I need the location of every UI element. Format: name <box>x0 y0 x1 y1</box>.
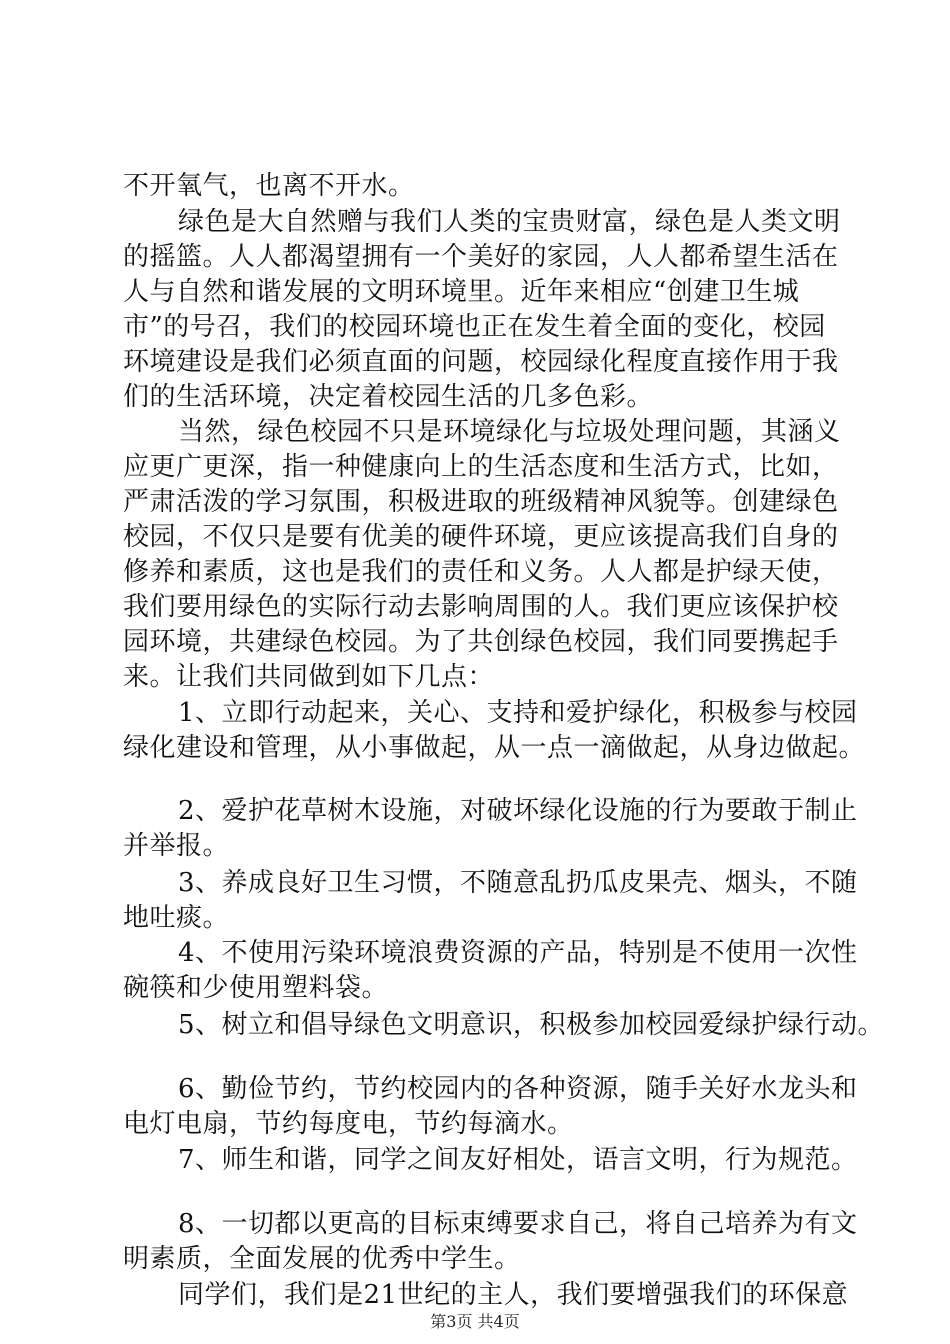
text-line: 碗筷和少使用塑料袋。 <box>123 973 389 1003</box>
text-line: 人与自然和谐发展的文明环境里。近年来相应“创建卫生城 <box>123 277 800 307</box>
text-line: 来。让我们共同做到如下几点： <box>123 662 495 692</box>
text-line: 园环境，共建绿色校园。为了共创绿色校园，我们同要携起手 <box>123 627 839 657</box>
text-line: 应更广更深，指一种健康向上的生活态度和生活方式，比如， <box>123 452 839 482</box>
text-line: 严肃活泼的学习氛围，积极进取的班级精神风貌等。创建绿色 <box>123 487 839 517</box>
text-line: 7、师生和谐，同学之间友好相处，语言文明，行为规范。 <box>178 1145 858 1175</box>
text-line: 校园，不仅只是要有优美的硬件环境，更应该提高我们自身的 <box>123 522 839 552</box>
text-line: 并举报。 <box>123 831 230 861</box>
text-line: 5、树立和倡导绿色文明意识，积极参加校园爱绿护绿行动。 <box>178 1010 885 1040</box>
text-line: 不开氧气，也离不开水。 <box>123 171 415 201</box>
text-line: 修养和素质，这也是我们的责任和义务。人人都是护绿天使， <box>123 557 839 587</box>
text-line: 绿色是大自然赠与我们人类的宝贵财富，绿色是人类文明 <box>178 207 841 237</box>
text-line: 的摇篮。人人都渴望拥有一个美好的家园，人人都希望生活在 <box>123 242 839 272</box>
text-line: 当然，绿色校园不只是环境绿化与垃圾处理问题，其涵义 <box>178 417 841 447</box>
text-line: 绿化建设和管理，从小事做起，从一点一滴做起，从身边做起。 <box>123 733 866 763</box>
text-line: 8、一切都以更高的目标束缚要求自己，将自己培养为有文 <box>178 1209 858 1239</box>
text-line: 6、勤俭节约，节约校园内的各种资源，随手关好水龙头和 <box>178 1074 858 1104</box>
text-line: 1、立即行动起来，关心、支持和爱护绿化，积极参与校园 <box>178 698 858 728</box>
text-line: 4、不使用污染环境浪费资源的产品，特别是不使用一次性 <box>178 938 858 968</box>
text-line: 明素质，全面发展的优秀中学生。 <box>123 1244 521 1274</box>
text-line: 市”的号召，我们的校园环境也正在发生着全面的变化，校园 <box>123 312 826 342</box>
text-line: 环境建设是我们必须直面的问题，校园绿化程度直接作用于我 <box>123 347 839 377</box>
text-line: 电灯电扇，节约每度电，节约每滴水。 <box>123 1109 574 1139</box>
text-line: 同学们，我们是21世纪的主人，我们要增强我们的环保意 <box>178 1280 849 1310</box>
text-line: 2、爱护花草树木设施，对破坏绿化设施的行为要敢于制止 <box>178 796 858 826</box>
page-number-footer: 第3页 共4页 <box>430 1312 520 1331</box>
text-line: 我们要用绿色的实际行动去影响周围的人。我们更应该保护校 <box>123 592 839 622</box>
text-line: 们的生活环境，决定着校园生活的几多色彩。 <box>123 382 654 412</box>
text-line: 地吐痰。 <box>123 903 230 933</box>
text-line: 3、养成良好卫生习惯，不随意乱扔瓜皮果壳、烟头，不随 <box>178 868 858 898</box>
